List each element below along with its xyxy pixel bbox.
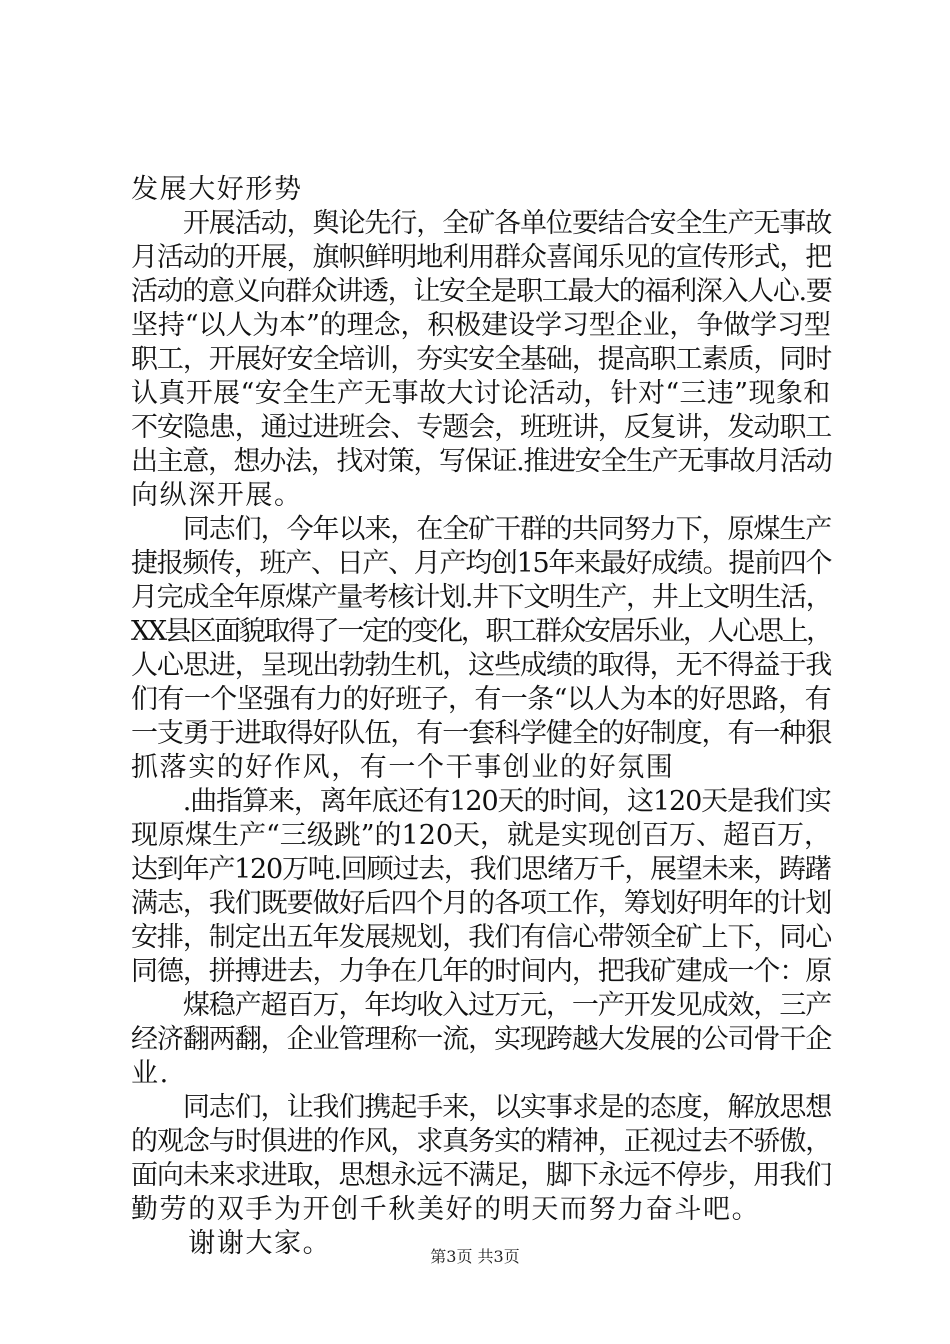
text-line: 同德，拼搏进去，力争在几年的时间内，把我矿建成一个：原 [131,956,832,987]
text-line: 出主意，想办法，找对策，写保证.推进安全生产无事故月活动 [131,446,832,477]
text-line: 业. [131,1058,170,1089]
text-line: 面向未来求进取，思想永远不满足，脚下永远不停步，用我们 [131,1160,832,1191]
text-line: 谢谢大家。 [131,1228,332,1259]
text-line: 勤劳的双手为开创千秋美好的明天而努力奋斗吧。 [131,1194,761,1225]
text-line: 发展大好形势 [131,174,303,205]
text-line: 开展活动，舆论先行，全矿各单位要结合安全生产无事故 [131,208,832,239]
text-line: 同志们，今年以来，在全矿干群的共同努力下，原煤生产 [131,514,832,545]
text-line: 煤稳产超百万，年均收入过万元，一产开发见成效，三产 [131,990,832,1021]
text-line: 抓落实的好作风，有一个干事创业的好氛围 [131,752,675,783]
text-line: .曲指算来，离年底还有120天的时间，这120天是我们实 [131,786,831,817]
text-line: 捷报频传，班产、日产、月产均创15年来最好成绩。提前四个 [131,548,832,579]
text-line: 同志们，让我们携起手来，以实事求是的态度，解放思想 [131,1092,832,1123]
text-line: 认真开展“安全生产无事故大讨论活动，针对“三违”现象和 [131,378,831,409]
text-line: 满志，我们既要做好后四个月的各项工作，筹划好明年的计划 [131,888,832,919]
text-line: 月完成全年原煤产量考核计划.井下文明生产，井上文明生活， [131,582,832,613]
text-line: 月活动的开展，旗帜鲜明地利用群众喜闻乐见的宣传形式，把 [131,242,832,273]
text-line: 安排，制定出五年发展规划，我们有信心带领全矿上下，同心 [131,922,832,953]
text-line: 一支勇于进取得好队伍，有一套科学健全的好制度，有一种狠 [131,718,832,749]
text-line: 职工，开展好安全培训，夯实安全基础，提高职工素质，同时 [131,344,832,375]
page-number-footer: 第3页 共3页 [430,1247,520,1266]
text-line: 活动的意义向群众讲透，让安全是职工最大的福利深入人心.要 [131,276,832,307]
text-line: 坚持“以人为本”的理念，积极建设学习型企业，争做学习型 [131,310,831,341]
text-line: 们有一个坚强有力的好班子，有一条“以人为本的好思路，有 [131,684,832,715]
text-line: 达到年产120万吨.回顾过去，我们思绪万千，展望未来，踌躇 [131,854,831,885]
text-line: 现原煤生产“三级跳”的120天，就是实现创百万、超百万， [131,820,831,851]
text-line: XX县区面貌取得了一定的变化，职工群众安居乐业，人心思上， [131,616,831,647]
text-line: 人心思进，呈现出勃勃生机，这些成绩的取得，无不得益于我 [131,650,832,681]
text-line: 经济翻两翻，企业管理称一流，实现跨越大发展的公司骨干企 [131,1024,832,1055]
text-line: 不安隐患，通过进班会、专题会，班班讲，反复讲，发动职工 [131,412,832,443]
text-line: 的观念与时俱进的作风，求真务实的精神，正视过去不骄傲， [131,1126,832,1157]
text-line: 向纵深开展。 [131,480,303,511]
